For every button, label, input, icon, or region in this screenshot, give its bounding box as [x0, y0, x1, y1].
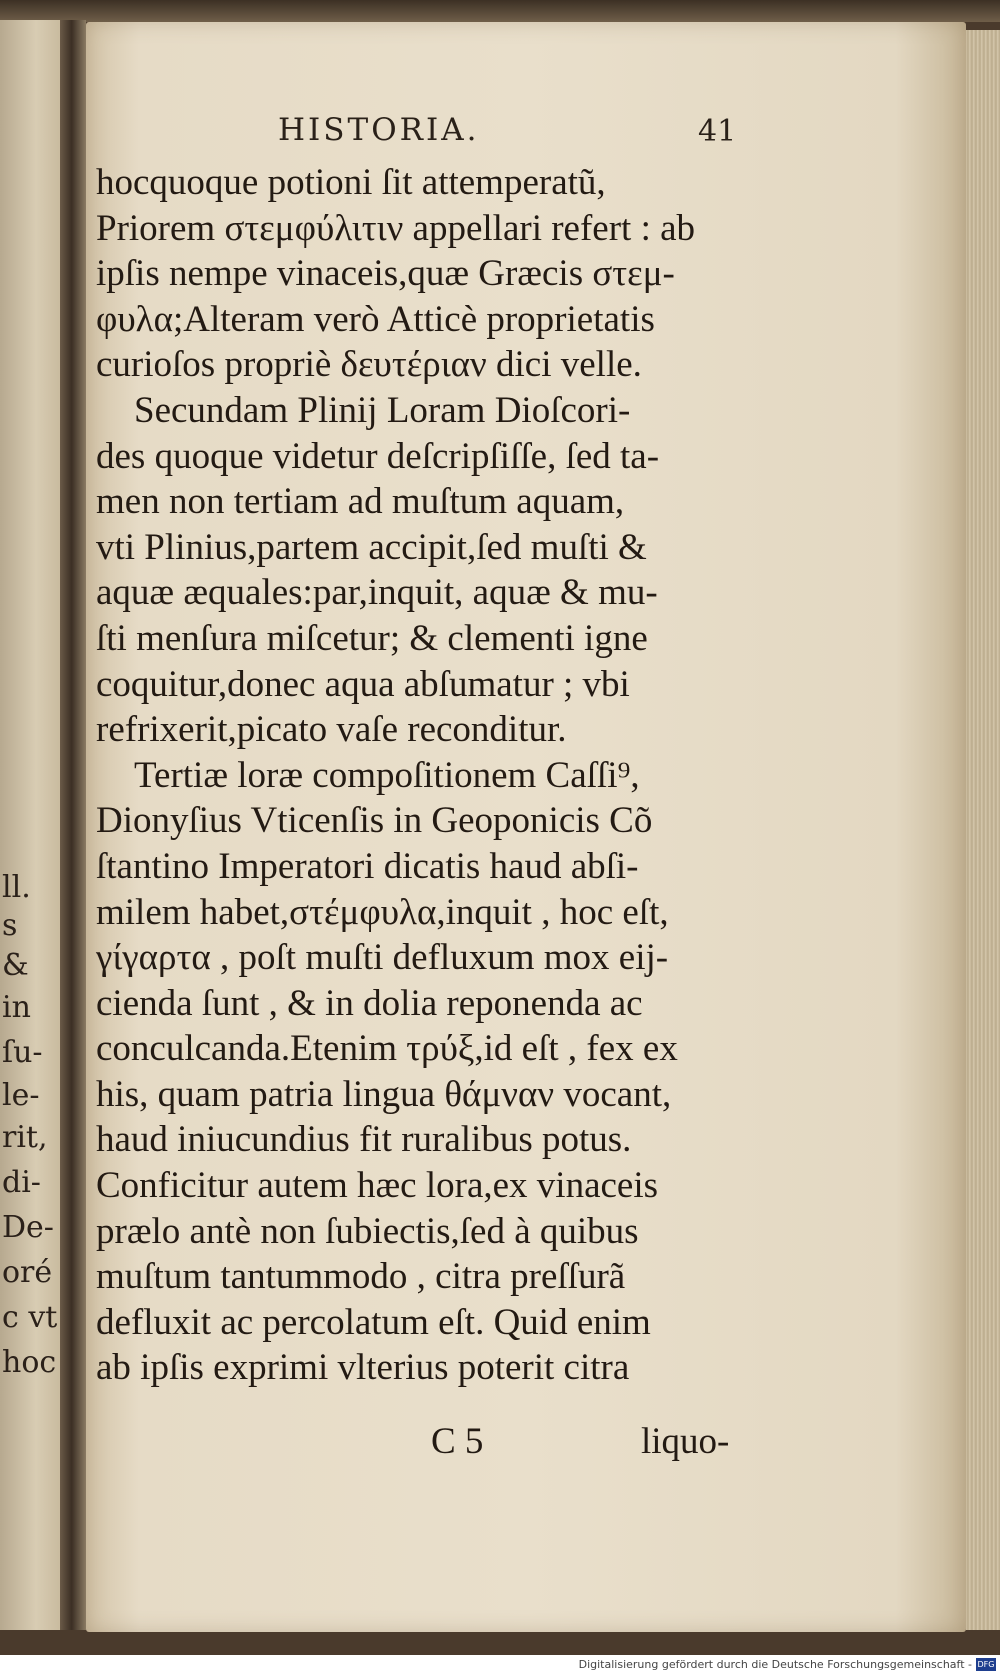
digitization-footer: [0, 1655, 1000, 1675]
text-line: refrixerit,picato vaſe reconditur.: [96, 709, 567, 751]
dfg-logo: DFG: [977, 1660, 995, 1669]
facing-page-fragment: in: [2, 990, 31, 1025]
text-line: men non tertiam ad muſtum aquam,: [96, 481, 625, 523]
text-line: Dionyſius Vticenſis in Geoponicis Cõ: [96, 800, 653, 842]
facing-page-fragment: c vt: [2, 1300, 58, 1335]
text-line: his, quam patria lingua θάμναν vocant,: [96, 1073, 672, 1115]
body-text: [96, 160, 816, 1391]
paragraph-start-line: Secundam Plinij Loram Dioſcori-: [134, 389, 631, 431]
facing-page-fragment: hoc: [2, 1345, 57, 1380]
text-line: vti Plinius,partem accipit,ſed muſti &: [96, 526, 647, 568]
text-line: Priorem στεμφύλιτιν appellari refert : ab: [96, 207, 696, 249]
facing-page-fragment: s: [2, 908, 18, 943]
text-line: des quoque videtur deſcripſiſſe, ſed ta-: [96, 435, 660, 477]
text-line: γίγαρτα , poſt muſti defluxum mox eij-: [96, 937, 669, 979]
text-line: muſtum tantummodo , citra preſſurã: [96, 1256, 626, 1298]
text-line: milem habet,στέμφυλα,inquit , hoc eſt,: [96, 891, 669, 933]
page-block-edge: [966, 30, 1000, 1630]
facing-page-fragment: oré: [2, 1255, 53, 1290]
catchword: liquo-: [641, 1421, 730, 1462]
facing-page-edge: [0, 20, 60, 1630]
text-line: haud iniucundius fit ruralibus potus.: [96, 1119, 632, 1161]
text-line: ipſis nempe vinaceis,quæ Græcis στεμ-: [96, 253, 675, 295]
text-line: prælo antè non ſubiectis,ſed à quibus: [96, 1210, 639, 1252]
facing-page-fragment: &: [2, 948, 29, 983]
text-line: conculcanda.Etenim τρύξ,id eſt , fex ex: [96, 1028, 678, 1070]
running-head: [86, 112, 966, 152]
running-title: HISTORIA.: [278, 112, 480, 148]
text-line: φυλα;Alteram verò Atticè proprietatis: [96, 298, 655, 340]
facing-page-fragment: le-: [2, 1078, 40, 1113]
facing-page-fragment: ſu-: [2, 1035, 43, 1070]
facing-page-fragment: rit,: [2, 1120, 48, 1155]
text-line: hocquoque potioni ſit attemperatũ,: [96, 162, 606, 203]
funding-credit: Digitalisierung gefördert durch die Deutsche Forschungsgemeinschaft -: [578, 1658, 972, 1671]
book-top-edge: [0, 0, 1000, 22]
text-line: Conficitur autem hæc lora,ex vinaceis: [96, 1165, 659, 1207]
text-line: aquæ æquales:par,inquit, aquæ & mu-: [96, 572, 658, 614]
book-gutter: [60, 20, 86, 1630]
text-line: defluxit ac percolatum eſt. Quid enim: [96, 1301, 651, 1343]
signature-mark: C 5: [431, 1421, 484, 1462]
facing-page-fragment: ll.: [2, 870, 31, 905]
text-line: curioſos propriè δευτέριαν dici velle.: [96, 344, 642, 386]
text-line: ſtantino Imperatori dicatis haud abſi-: [96, 845, 639, 887]
paragraph-start-line: Tertiæ loræ compoſitionem Caſſi⁹,: [134, 754, 640, 796]
catchline: [96, 1420, 816, 1466]
text-line: coquitur,donec aqua abſumatur ; vbi: [96, 663, 630, 705]
text-line: cienda ſunt , & in dolia reponenda ac: [96, 982, 643, 1024]
facing-page-fragment: di-: [2, 1165, 41, 1200]
text-line: ab ipſis exprimi vlterius poterit citra: [96, 1347, 630, 1389]
text-line: ſti menſura miſcetur; & clementi igne: [96, 617, 648, 659]
facing-page-fragment: De-: [2, 1210, 54, 1245]
page-number: 41: [698, 114, 737, 149]
